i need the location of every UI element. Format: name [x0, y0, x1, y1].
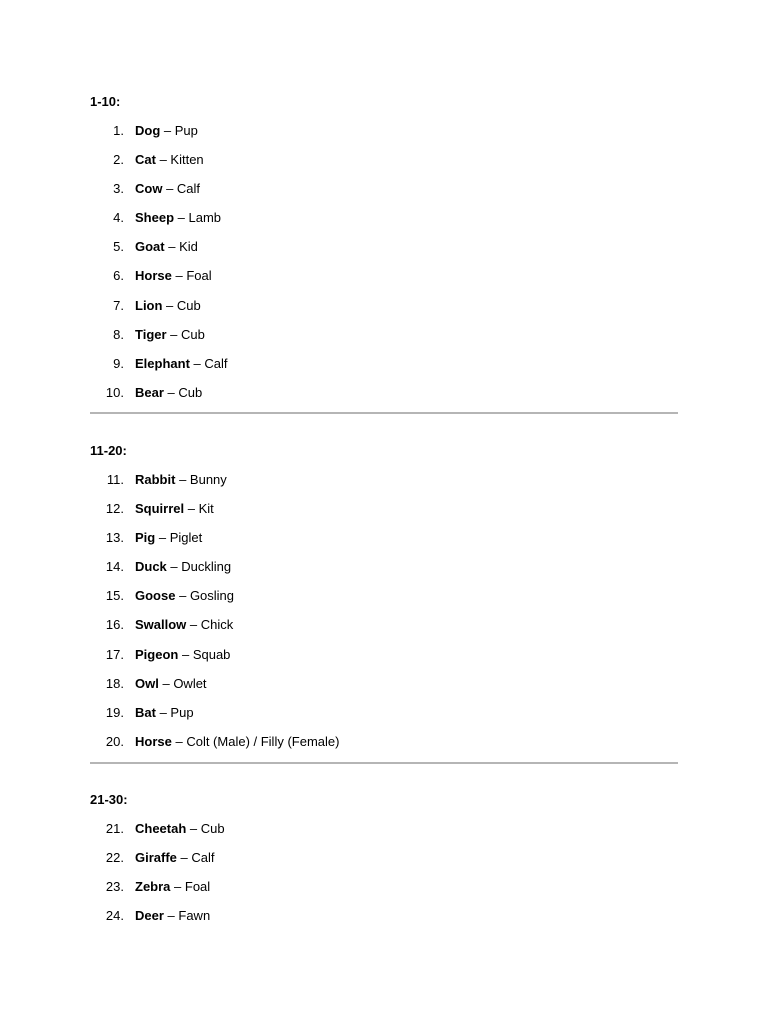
young-name: Kid [179, 239, 198, 255]
separator: – [186, 617, 201, 633]
item-text [135, 472, 227, 488]
list-item [90, 663, 678, 692]
young-name: Kit [198, 501, 214, 517]
item-text [135, 850, 215, 866]
item-number: 16. [105, 617, 124, 633]
separator: – [166, 559, 182, 575]
young-name: Cub [200, 821, 225, 836]
item-number: 9. [113, 355, 124, 371]
list-item [90, 226, 678, 255]
list-item [90, 110, 678, 139]
item-text [135, 879, 210, 895]
animal-name: Goat [135, 239, 165, 255]
separator: – [162, 297, 177, 313]
item-text [135, 530, 202, 546]
item-number: 6. [113, 268, 124, 284]
young-name: Foal [184, 879, 211, 895]
young-name: Owlet [173, 675, 207, 691]
animal-name: Cow [135, 181, 163, 197]
item-text [135, 501, 214, 517]
young-name: Bunny [189, 472, 227, 487]
item-text [135, 559, 231, 575]
separator: – [170, 879, 185, 895]
item-number: 8. [113, 326, 124, 342]
young-name: Pup [174, 123, 198, 138]
animal-name: Duck [135, 559, 167, 575]
separator: – [160, 123, 175, 138]
entry-list [90, 808, 678, 924]
list-item [90, 546, 678, 575]
list-item [90, 604, 678, 633]
animal-name: Horse [135, 733, 172, 749]
animal-name: Bat [135, 704, 156, 720]
item-number: 3. [113, 181, 124, 197]
animal-name: Pigeon [135, 646, 179, 662]
item-number: 23. [105, 879, 124, 895]
young-name: Fawn [178, 908, 211, 924]
list-item [90, 343, 678, 372]
young-name: Cub [181, 326, 205, 342]
item-text [135, 327, 205, 343]
animal-name: Owl [135, 675, 159, 691]
animal-name: Rabbit [135, 472, 176, 487]
young-name: Gosling [189, 588, 235, 604]
item-text [135, 239, 198, 255]
item-number: 5. [113, 239, 124, 255]
item-text [135, 588, 234, 604]
item-text [135, 676, 207, 692]
item-number: 13. [105, 530, 124, 546]
young-name: Cub [178, 384, 203, 400]
list-item [90, 692, 678, 721]
item-text [135, 705, 194, 721]
item-text [135, 908, 210, 924]
separator: – [166, 326, 182, 342]
item-number: 2. [113, 152, 124, 168]
item-number: 15. [105, 588, 124, 604]
animal-name: Squirrel [135, 501, 185, 517]
young-name: Cub [176, 297, 201, 313]
item-text [135, 821, 225, 837]
animal-name: Elephant [135, 355, 190, 371]
young-name: Squab [192, 646, 231, 662]
item-number: 20. [105, 733, 124, 749]
young-name: Calf [191, 850, 215, 866]
entry-list [90, 459, 678, 750]
list-item [90, 837, 678, 866]
separator: – [171, 268, 187, 284]
section-heading: 11-20: [90, 443, 127, 458]
animal-name: Tiger [135, 326, 167, 342]
animal-name: Sheep [135, 210, 175, 226]
list-item [90, 372, 678, 401]
separator: – [162, 181, 177, 197]
young-name: Duckling [181, 559, 232, 575]
item-number: 11. [106, 472, 124, 487]
list-item [90, 139, 678, 168]
animal-name: Cheetah [135, 821, 187, 836]
separator: – [189, 355, 205, 371]
section-divider [90, 412, 678, 414]
item-text [135, 152, 204, 168]
list-item [90, 721, 678, 750]
animal-name: Dog [135, 123, 161, 138]
young-name: Kitten [170, 152, 204, 168]
separator: – [155, 152, 171, 168]
animal-name: Lion [135, 297, 163, 313]
list-item [90, 488, 678, 517]
separator: – [176, 850, 192, 866]
separator: – [164, 239, 180, 255]
item-text [135, 123, 198, 139]
list-item [90, 575, 678, 604]
list-item [90, 459, 678, 488]
young-name: Foal [186, 268, 212, 284]
young-name: Pup [170, 704, 194, 720]
item-text [135, 356, 228, 372]
animal-name: Swallow [135, 617, 187, 633]
section-21-30 [90, 792, 678, 924]
separator: – [178, 646, 193, 662]
animal-name: Giraffe [135, 850, 177, 866]
list-item [90, 517, 678, 546]
young-name: Piglet [169, 530, 203, 546]
young-name: Lamb [188, 210, 222, 226]
animal-name: Horse [135, 268, 172, 284]
item-text [135, 210, 221, 226]
separator: – [186, 821, 201, 836]
young-name: Calf [204, 355, 228, 371]
separator: – [175, 588, 190, 604]
item-text [135, 181, 200, 197]
list-item [90, 197, 678, 226]
separator: – [184, 501, 199, 517]
item-number: 10. [105, 384, 124, 400]
separator: – [158, 675, 174, 691]
list-item [90, 314, 678, 343]
item-number: 17. [105, 646, 124, 662]
item-number: 22. [105, 850, 124, 866]
animal-name: Zebra [135, 879, 171, 895]
item-number: 24. [105, 908, 124, 924]
section-heading: 1-10: [90, 94, 121, 109]
separator: – [163, 908, 179, 924]
separator: – [163, 384, 179, 400]
separator: – [174, 210, 189, 226]
list-item [90, 634, 678, 663]
young-name: Colt (Male) / Filly (Female) [186, 733, 340, 749]
separator: – [155, 530, 170, 546]
item-text [135, 268, 212, 284]
item-number: 12. [105, 501, 124, 517]
separator: – [171, 733, 187, 749]
animal-name: Bear [135, 384, 164, 400]
list-item [90, 255, 678, 284]
animal-name: Goose [135, 588, 176, 604]
item-text [135, 647, 230, 663]
item-number: 21. [105, 821, 124, 836]
item-number: 4. [113, 210, 124, 226]
item-text [135, 298, 201, 314]
animal-name: Cat [135, 152, 156, 168]
young-name: Chick [200, 617, 234, 633]
section-heading: 21-30: [90, 792, 128, 807]
list-item [90, 808, 678, 837]
entry-list [90, 110, 678, 401]
section-1-10 [90, 94, 678, 401]
item-number: 19. [105, 704, 124, 720]
item-number: 1. [113, 123, 124, 138]
section-11-20 [90, 443, 678, 750]
item-text [135, 617, 233, 633]
animal-name: Deer [135, 908, 164, 924]
list-item [90, 168, 678, 197]
list-item [90, 866, 678, 895]
item-text [135, 734, 339, 750]
list-item [90, 895, 678, 924]
section-divider [90, 762, 678, 764]
young-name: Calf [176, 181, 201, 197]
animal-name: Pig [135, 530, 156, 546]
list-item [90, 285, 678, 314]
separator: – [155, 704, 171, 720]
item-number: 7. [113, 297, 124, 313]
item-text [135, 385, 202, 401]
item-number: 18. [105, 675, 124, 691]
item-number: 14. [105, 559, 124, 575]
separator: – [175, 472, 190, 487]
